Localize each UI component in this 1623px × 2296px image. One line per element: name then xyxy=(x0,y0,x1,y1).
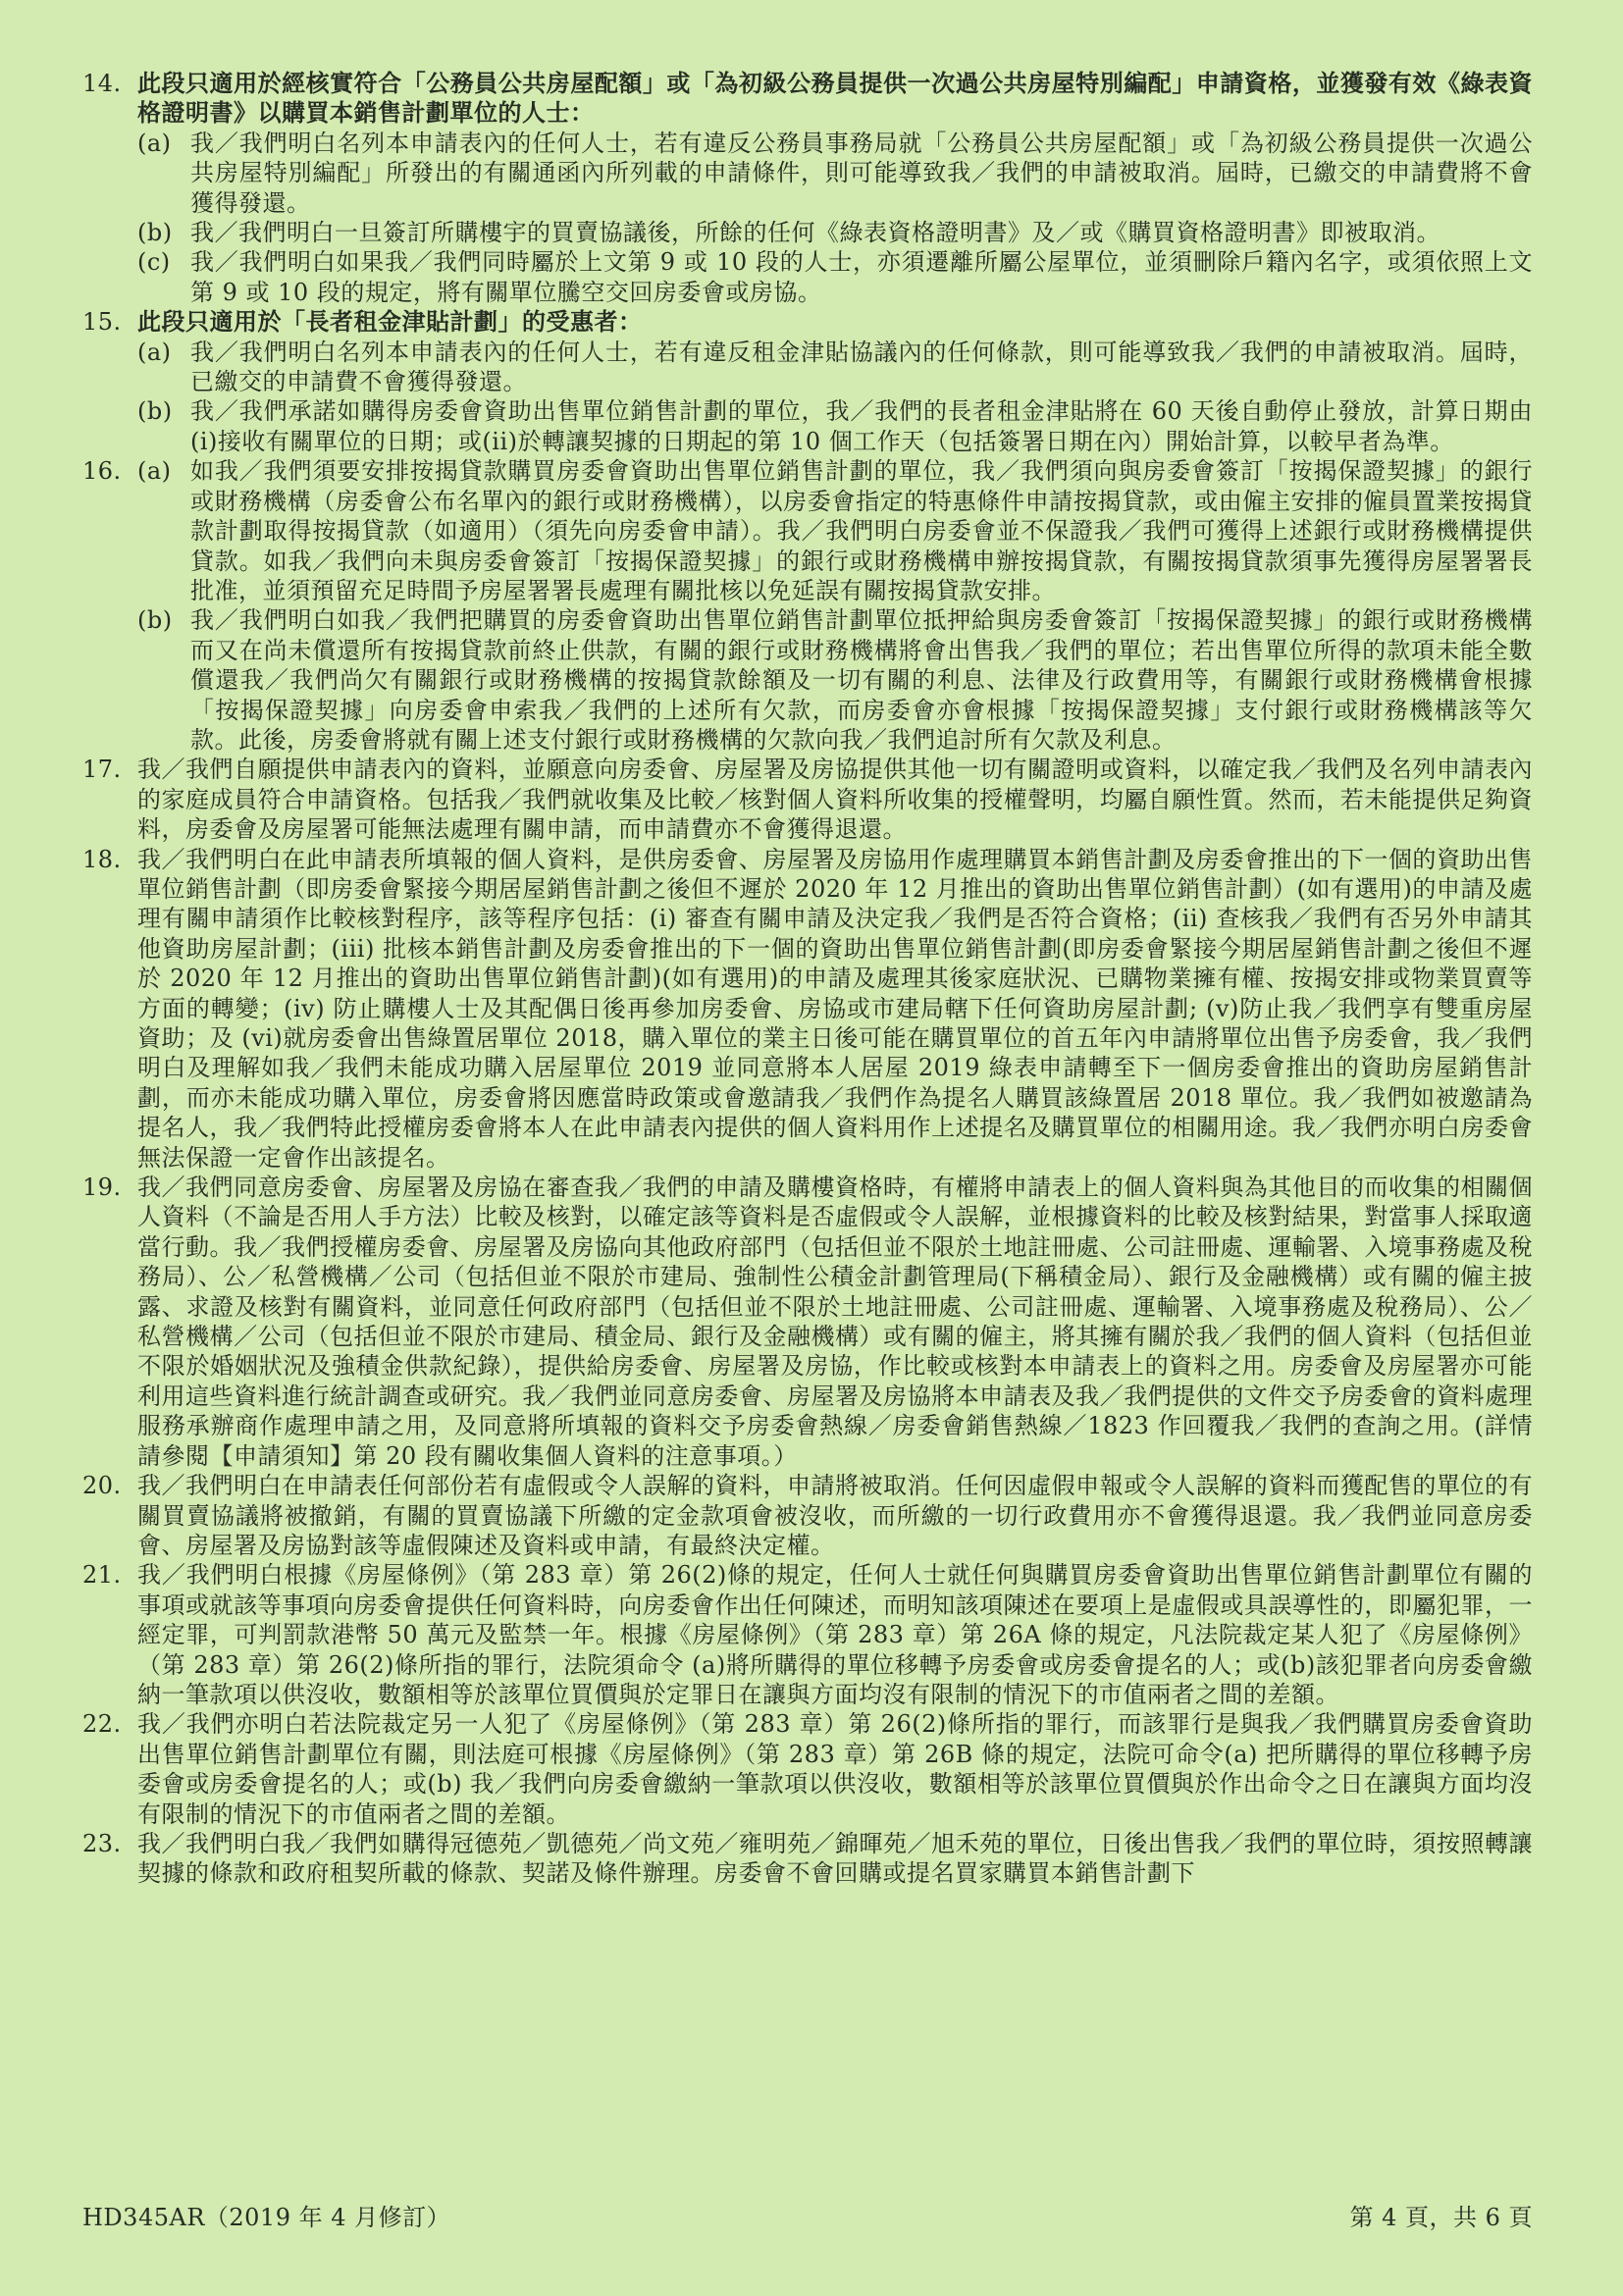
sub-clause-text: 我／我們承諾如購得房委會資助出售單位銷售計劃的單位，我／我們的長者租金津貼將在 60 天後自動停止發放，計算日期由(i)接收有關單位的日期；或(ii)於轉讓契據的日期起的第 10 個工作天（包括簽署日期在內）開始計算，以較早者為準。 xyxy=(190,397,1533,455)
sub-clause xyxy=(137,396,1533,456)
clause-21 xyxy=(82,1560,1533,1709)
clause-text: 我／我們明白在此申請表所填報的個人資料，是供房委會、房屋署及房協用作處理購買本銷售計劃及房委會推出的下一個的資助出售單位銷售計劃（即房委會緊接今期居屋銷售計劃之後但不遲於 2020 年 12 月推出的資助出售單位銷售計劃）(如有選用)的申請及處理有關申請須作比較核對程序，該等程序包括：(i) 審查有關申請及決定我／我們是否符合資格；(ii) 查核我／我們有否另外申請其他資助房屋計劃；(iii) 批核本銷售計劃及房委會推出的下一個的資助出售單位銷售計劃(即房委會緊接今期居屋銷售計劃之後但不遲於 2020 年 12 月推出的資助出售單位銷售計劃)(如有選用)的申請及處理其後家庭狀況、已購物業擁有權、按揭安排或物業買賣等方面的轉變；(iv) 防止購樓人士及其配偶日後再參加房委會、房協或市建局轄下任何資助房屋計劃; (v)防止我／我們享有雙重房屋資助；及 (vi)就房委會出售綠置居單位 2018，購入單位的業主日後可能在購買單位的首五年內申請將單位出售予房委會，我／我們明白及理解如我／我們未能成功購入居屋單位 2019 並同意將本人居屋 2019 綠表申請轉至下一個房委會推出的資助房屋銷售計劃，而亦未能成功購入單位，房委會將因應當時政策或會邀請我／我們作為提名人購買該綠置居 2018 單位。我／我們如被邀請為提名人，我／我們特此授權房委會將本人在此申請表內提供的個人資料用作上述提名及購買單位的相關用途。我／我們亦明白房委會無法保證一定會作出該提名。 xyxy=(137,845,1533,1172)
clause-body xyxy=(137,307,1533,456)
clause-18 xyxy=(82,845,1533,1173)
clause-body xyxy=(137,1173,1533,1471)
clause-body xyxy=(137,845,1533,1173)
clause-15 xyxy=(82,307,1533,456)
clause-text: 我／我們同意房委會、房屋署及房協在審查我／我們的申請及購樓資格時，有權將申請表上的個人資料與為其他目的而收集的相關個人資料（不論是否用人手方法）比較及核對，以確定該等資料是否虛假或令人誤解，並根據資料的比較及核對結果，對當事人採取適當行動。我／我們授權房委會、房屋署及房協向其他政府部門（包括但並不限於土地註冊處、公司註冊處、運輸署、入境事務處及稅務局）、公／私營機構／公司（包括但並不限於市建局、強制性公積金計劃管理局(下稱積金局）、銀行及金融機構）或有關的僱主披露、求證及核對有關資料，並同意任何政府部門（包括但並不限於土地註冊處、公司註冊處、運輸署、入境事務處及稅務局）、公／私營機構／公司（包括但並不限於市建局、積金局、銀行及金融機構）或有關的僱主，將其擁有關於我／我們的個人資料（包括但並不限於婚姻狀況及強積金供款紀錄），提供給房委會、房屋署及房協，作比較或核對本申請表上的資料之用。房委會及房屋署亦可能利用這些資料進行統計調查或研究。我／我們並同意房委會、房屋署及房協將本申請表及我／我們提供的文件交予房委會的資料處理服務承辦商作處理申請之用，及同意將所填報的資料交予房委會熱線／房委會銷售熱線／1823 作回覆我／我們的查詢之用。(詳情請參閱【申請須知】第 20 段有關收集個人資料的注意事項。） xyxy=(137,1174,1533,1470)
clause-number: 22. xyxy=(82,1710,122,1739)
clause-heading: 此段只適用於經核實符合「公務員公共房屋配額」或「為初級公務員提供一次過公共房屋特別編配」申請資格，並獲發有效《綠表資格證明書》以購買本銷售計劃單位的人士： xyxy=(137,69,1533,128)
clause-body xyxy=(137,69,1533,307)
clause-number: 18. xyxy=(82,845,122,873)
clause-body xyxy=(137,755,1533,844)
sub-clause-text: 我／我們明白如我／我們把購買的房委會資助出售單位銷售計劃單位抵押給與房委會簽訂「按揭保證契據」的銀行或財務機構而又在尚未償還所有按揭貸款前終止供款，有關的銀行或財務機構將會出售我／我們的單位；若出售單位所得的款項未能全數償還我／我們尚欠有關銀行或財務機構的按揭貸款餘額及一切有關的利息、法律及行政費用等，有關銀行或財務機構會根據「按揭保證契據」向房委會申索我／我們的上述所有欠款，而房委會亦會根據「按揭保證契據」支付銀行或財務機構該等欠款。此後，房委會將就有關上述支付銀行或財務機構的欠款向我／我們追討所有欠款及利息。 xyxy=(190,606,1533,754)
clause-text: 我／我們明白根據《房屋條例》（第 283 章）第 26(2)條的規定，任何人士就任何與購買房委會資助出售單位銷售計劃單位有關的事項或就該等事項向房委會提供任何資料時，向房委會作出任何陳述，而明知該項陳述在要項上是虛假或具誤導性的，即屬犯罪，一經定罪，可判罰款港幣 50 萬元及監禁一年。根據《房屋條例》（第 283 章）第 26A 條的規定，凡法院裁定某人犯了《房屋條例》（第 283 章）第 26(2)條所指的罪行，法院須命令 (a)將所購得的單位移轉予房委會或房委會提名的人；或(b)該犯罪者向房委會繳納一筆款項以供沒收，數額相等於該單位買價與於定罪日在讓與方面均沒有限制的情況下的市值兩者之間的差額。 xyxy=(137,1561,1533,1708)
clause-text: 我／我們亦明白若法院裁定另一人犯了《房屋條例》（第 283 章）第 26(2)條所指的罪行，而該罪行是與我／我們購買房委會資助出售單位銷售計劃單位有關，則法庭可根據《房屋條例》（第 283 章）第 26B 條的規定，法院可命令(a) 把所購得的單位移轉予房委會或房委會提名的人；或(b) 我／我們向房委會繳納一筆款項以供沒收，數額相等於該單位買價與於作出命令之日在讓與方面均沒有限制的情況下的市值兩者之間的差額。 xyxy=(137,1710,1533,1828)
sub-clause-text: 我／我們明白如果我／我們同時屬於上文第 9 或 10 段的人士，亦須遷離所屬公屋單位，並須刪除戶籍內名字，或須依照上文第 9 或 10 段的規定，將有關單位騰空交回房委會或房協。 xyxy=(190,248,1533,306)
clause-body xyxy=(137,1560,1533,1709)
sub-clause-label: (a) xyxy=(137,338,172,366)
clause-23 xyxy=(82,1829,1533,1889)
clause-body xyxy=(137,1829,1533,1889)
clause-body xyxy=(137,456,1533,755)
clause-body xyxy=(137,1471,1533,1560)
sub-clause xyxy=(137,338,1533,397)
clause-number: 15. xyxy=(82,308,122,337)
sub-clause-label: (b) xyxy=(137,606,173,635)
sub-clause-text: 如我／我們須要安排按揭貸款購買房委會資助出售單位銷售計劃的單位，我／我們須向與房委會簽訂「按揭保證契據」的銀行或財務機構（房委會公布名單內的銀行或財務機構），以房委會指定的特惠條件申請按揭貸款，或由僱主安排的僱員置業按揭貸款計劃取得按揭貸款（如適用）（須先向房委會申請）。我／我們明白房委會並不保證我／我們可獲得上述銀行或財務機構提供貸款。如我／我們向未與房委會簽訂「按揭保證契據」的銀行或財務機構申辦按揭貸款，有關按揭貸款須事先獲得房屋署署長批准，並須預留充足時間予房屋署署長處理有關批核以免延誤有關按揭貸款安排。 xyxy=(190,457,1533,604)
clause-number: 21. xyxy=(82,1561,122,1590)
clause-16 xyxy=(82,456,1533,755)
clause-14 xyxy=(82,69,1533,307)
sub-clause-label: (a) xyxy=(137,129,172,157)
clause-number: 14. xyxy=(82,70,122,97)
sub-clause-label: (c) xyxy=(137,248,171,277)
clause-number: 23. xyxy=(82,1829,122,1857)
sub-clause-text: 我／我們明白名列本申請表內的任何人士，若有違反公務員事務局就「公務員公共房屋配額」或「為初級公務員提供一次過公共房屋特別編配」所發出的有關通函內所列載的申請條件，則可能導致我／我們的申請被取消。屆時，已繳交的申請費將不會獲得發還。 xyxy=(190,129,1533,217)
sub-clause xyxy=(137,247,1533,307)
sub-clause xyxy=(137,129,1533,218)
clause-22 xyxy=(82,1709,1533,1829)
clause-text: 我／我們明白在申請表任何部份若有虛假或令人誤解的資料，申請將被取消。任何因虛假申報或令人誤解的資料而獲配售的單位的有關買賣協議將被撤銷，有關的買賣協議下所繳的定金款項會被沒收，而所繳的一切行政費用亦不會獲得退還。我／我們並同意房委會、房屋署及房協對該等虛假陳述及資料或申請，有最終決定權。 xyxy=(137,1472,1533,1559)
clause-body xyxy=(137,1709,1533,1829)
clause-number: 17. xyxy=(82,756,122,784)
clause-17 xyxy=(82,755,1533,844)
page-number: 第 4 頁，共 6 頁 xyxy=(1349,2204,1533,2231)
document-body xyxy=(82,69,1533,1889)
page-footer xyxy=(82,2198,1533,2232)
sub-clause xyxy=(137,218,1533,247)
clause-heading: 此段只適用於「長者租金津貼計劃」的受惠者： xyxy=(137,307,643,337)
clause-20 xyxy=(82,1471,1533,1560)
sub-clause-label: (a) xyxy=(137,457,172,486)
sub-clause-label: (b) xyxy=(137,397,173,426)
form-code: HD345AR（2019 年 4 月修訂） xyxy=(82,2204,451,2231)
sub-clause xyxy=(137,456,1533,605)
sub-clause-label: (b) xyxy=(137,219,173,247)
sub-clause-text: 我／我們明白一旦簽訂所購樓宇的買賣協議後，所餘的任何《綠表資格證明書》及／或《購買資格證明書》即被取消。 xyxy=(190,219,1440,247)
clause-number: 19. xyxy=(82,1174,122,1202)
clause-number: 16. xyxy=(82,457,122,486)
clause-text: 我／我們明白我／我們如購得冠德苑／凱德苑／尚文苑／雍明苑／錦暉苑／旭禾苑的單位，日後出售我／我們的單位時，須按照轉讓契據的條款和政府租契所載的條款、契諾及條件辦理。房委會不會回購或提名買家購買本銷售計劃下 xyxy=(137,1829,1533,1888)
clause-text: 我／我們自願提供申請表內的資料，並願意向房委會、房屋署及房協提供其他一切有關證明或資料，以確定我／我們及名列申請表內的家庭成員符合申請資格。包括我／我們就收集及比較／核對個人資料所收集的授權聲明，均屬自願性質。然而，若未能提供足夠資料，房委會及房屋署可能無法處理有關申請，而申請費亦不會獲得退還。 xyxy=(137,756,1533,844)
sub-clause-text: 我／我們明白名列本申請表內的任何人士，若有違反租金津貼協議內的任何條款，則可能導致我／我們的申請被取消。屆時，已繳交的申請費不會獲得發還。 xyxy=(190,338,1533,396)
clause-19 xyxy=(82,1173,1533,1471)
sub-clause xyxy=(137,605,1533,755)
clause-number: 20. xyxy=(82,1472,122,1500)
